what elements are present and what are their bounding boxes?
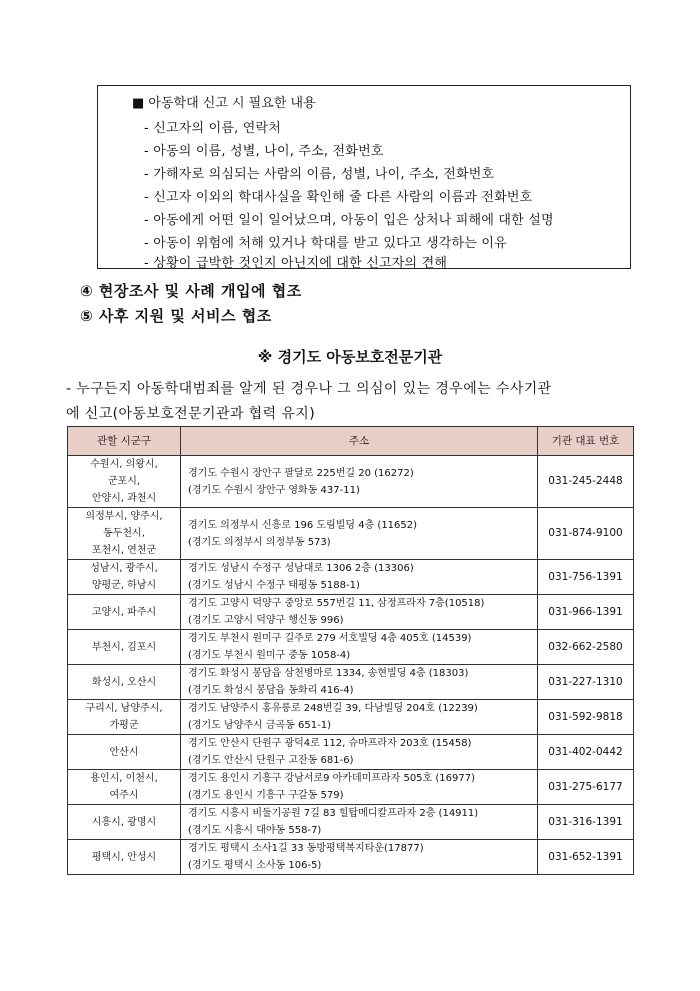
address-line: 경기도 용인시 기흥구 강남서로9 아카데미프라자 505호 (16977) — [188, 773, 475, 784]
jurisdiction-line: 화성시, 오산시 — [91, 676, 157, 688]
table-header-row — [68, 427, 634, 456]
jurisdiction-cell — [68, 595, 181, 630]
address-cell — [181, 560, 538, 595]
phone-cell: 031-316-1391 — [538, 805, 634, 840]
required-info-item: - 신고자의 이름, 연락처 — [144, 121, 282, 136]
phone-cell: 031-874-9100 — [538, 508, 634, 560]
jurisdiction-line: 군포시, — [107, 476, 141, 487]
jurisdiction-line: 부천시, 김포시 — [91, 641, 157, 653]
jurisdiction-line: 안산시 — [109, 746, 139, 758]
address-line: (경기도 평택시 소사동 106-5) — [188, 860, 322, 871]
jurisdiction-cell — [68, 735, 181, 770]
table-row — [68, 560, 634, 595]
table-row — [68, 840, 634, 875]
jurisdiction-line: 고양시, 파주시 — [91, 606, 157, 618]
jurisdiction-cell — [68, 700, 181, 735]
required-info-box — [97, 85, 631, 269]
address-line: 경기도 안산시 단원구 광덕4로 112, 슈마프라자 203호 (15458) — [188, 738, 472, 749]
required-info-item: - 신고자 이외의 학대사실을 확인해 줄 다른 사람의 이름과 전화번호 — [144, 190, 533, 205]
jurisdiction-line: 여주시 — [109, 790, 139, 801]
jurisdiction-line: 동두천시, — [103, 528, 145, 539]
table-row — [68, 770, 634, 805]
phone-cell: 032-662-2580 — [538, 630, 634, 665]
jurisdiction-line: 시흥시, 광명시 — [91, 816, 157, 828]
table-row — [68, 630, 634, 665]
jurisdiction-cell — [68, 456, 181, 508]
agency-table — [67, 426, 634, 875]
phone-cell: 031-227-1310 — [538, 665, 634, 700]
required-info-item: - 가해자로 의심되는 사람의 이름, 성별, 나이, 주소, 전화번호 — [144, 167, 495, 182]
address-cell — [181, 840, 538, 875]
required-info-heading: ■ 아동학대 신고 시 필요한 내용 — [132, 96, 316, 111]
header-address: 주소 — [181, 427, 538, 456]
jurisdiction-cell — [68, 508, 181, 560]
address-line: (경기도 남양주시 금곡동 651-1) — [188, 720, 331, 731]
section-title: ※ 경기도 아동보호전문기관 — [257, 348, 443, 366]
step-4: ④ 현장조사 및 사례 개입에 협조 — [80, 282, 302, 300]
address-line: (경기도 화성시 봉담읍 동화리 416-4) — [188, 685, 354, 696]
jurisdiction-cell — [68, 560, 181, 595]
table-row — [68, 665, 634, 700]
address-line: (경기도 부천시 원미구 중동 1058-4) — [188, 650, 351, 661]
jurisdiction-cell — [68, 665, 181, 700]
jurisdiction-line: 안양시, 과천시 — [91, 493, 157, 504]
jurisdiction-line: 구리시, 남양주시, — [85, 703, 163, 714]
header-phone: 기관 대표 번호 — [538, 427, 634, 456]
jurisdiction-cell — [68, 630, 181, 665]
address-line: 경기도 평택시 소사1길 33 동방평택복지타운(17877) — [188, 843, 424, 854]
table-row — [68, 508, 634, 560]
phone-cell: 031-756-1391 — [538, 560, 634, 595]
address-cell — [181, 665, 538, 700]
jurisdiction-line: 수원시, 의왕시, — [90, 459, 158, 470]
address-line: 경기도 의정부시 신흥로 196 도림빌딩 4층 (11652) — [188, 519, 418, 531]
required-info-item: - 상황이 급박한 것인지 아닌지에 대한 신고자의 견해 — [144, 256, 448, 271]
address-cell — [181, 700, 538, 735]
phone-cell: 031-652-1391 — [538, 840, 634, 875]
jurisdiction-line: 가평군 — [109, 720, 139, 731]
phone-cell: 031-592-9818 — [538, 700, 634, 735]
step-5: ⑤ 사후 지원 및 서비스 협조 — [80, 307, 272, 325]
address-line: (경기도 안산시 단원구 고잔동 681-6) — [188, 755, 354, 766]
required-info-item: - 아동에게 어떤 일이 일어났으며, 아동이 입은 상처나 피해에 대한 설명 — [144, 213, 554, 228]
phone-cell: 031-275-6177 — [538, 770, 634, 805]
address-line: (경기도 고양시 덕양구 행신동 996) — [188, 615, 344, 626]
address-line: 경기도 화성시 봉담읍 삼천병마로 1334, 송현빌딩 4층 (18303) — [188, 668, 469, 679]
table-row — [68, 805, 634, 840]
address-cell — [181, 770, 538, 805]
phone-cell: 031-245-2448 — [538, 456, 634, 508]
jurisdiction-line: 평택시, 안성시 — [91, 851, 157, 863]
address-line: 경기도 부천시 원미구 길주로 279 서호빌딩 4층 405호 (14539) — [188, 633, 472, 644]
address-line: 경기도 남양주시 홍유릉로 248번길 39, 다남빌딩 204호 (12239) — [188, 703, 478, 714]
intro-line-2: 에 신고(아동보호전문기관과 협력 유지) — [66, 406, 316, 422]
jurisdiction-line: 성남시, 광주시, — [90, 563, 158, 574]
header-jurisdiction: 관할 시군구 — [68, 427, 181, 456]
address-cell — [181, 735, 538, 770]
jurisdiction-cell — [68, 805, 181, 840]
address-cell — [181, 595, 538, 630]
address-line: (경기도 시흥시 대야동 558-7) — [188, 825, 322, 836]
phone-cell: 031-402-0442 — [538, 735, 634, 770]
address-line: 경기도 성남시 수정구 성남대로 1306 2층 (13306) — [188, 563, 414, 574]
table-row — [68, 735, 634, 770]
jurisdiction-line: 양평군, 하남시 — [91, 580, 157, 591]
jurisdiction-cell — [68, 770, 181, 805]
address-cell — [181, 630, 538, 665]
table-row — [68, 700, 634, 735]
intro-line-1: - 누구든지 아동학대범죄를 알게 된 경우나 그 의심이 있는 경우에는 수사기관 — [66, 381, 552, 397]
address-line: 경기도 고양시 덕양구 중앙로 557번길 11, 삼정프라자 7층(10518) — [188, 598, 485, 609]
table-row — [68, 456, 634, 508]
address-line: (경기도 성남시 수정구 태평동 5188-1) — [188, 580, 360, 591]
required-info-item: - 아동의 이름, 성별, 나이, 주소, 전화번호 — [144, 144, 384, 159]
phone-cell: 031-966-1391 — [538, 595, 634, 630]
table-row — [68, 595, 634, 630]
address-cell — [181, 508, 538, 560]
jurisdiction-line: 포천시, 연천군 — [91, 545, 157, 556]
address-cell — [181, 456, 538, 508]
address-line: (경기도 의정부시 의정부동 573) — [188, 536, 331, 548]
address-cell — [181, 805, 538, 840]
address-line: 경기도 시흥시 비둘기공원 7길 83 힐탑메디칼프라자 2층 (14911) — [188, 808, 479, 819]
jurisdiction-line: 용인시, 이천시, — [90, 773, 158, 784]
address-line: (경기도 용인시 기흥구 구갈동 579) — [188, 790, 344, 801]
jurisdiction-cell — [68, 840, 181, 875]
jurisdiction-line: 의정부시, 양주시, — [85, 511, 163, 522]
address-line: (경기도 수원시 장안구 영화동 437-11) — [188, 484, 360, 496]
address-line: 경기도 수원시 장안구 팔달로 225번길 20 (16272) — [188, 467, 414, 479]
required-info-item: - 아동이 위험에 처해 있거나 학대를 받고 있다고 생각하는 이유 — [144, 236, 507, 251]
